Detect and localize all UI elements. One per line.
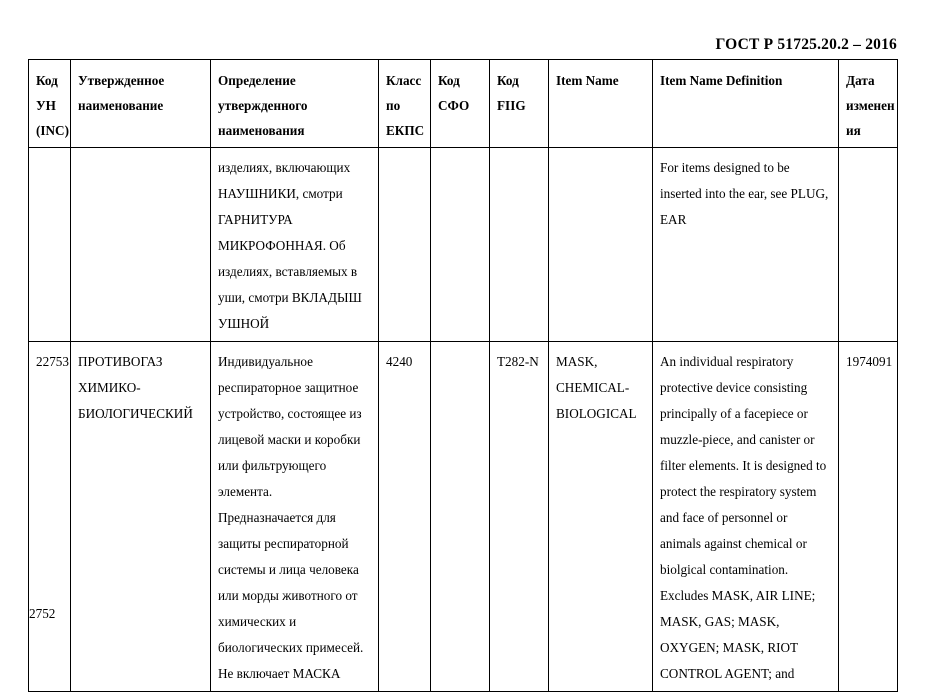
text-line: Excludes MASK, AIR LINE; xyxy=(660,588,816,603)
text-line: лицевой маски и коробки xyxy=(218,432,361,447)
table-row xyxy=(29,148,898,342)
cell-class-ekps xyxy=(379,148,431,342)
header-line: Item Name xyxy=(556,73,619,88)
text-line: OXYGEN; MASK, RIOT xyxy=(660,640,799,655)
page-number: 2752 xyxy=(29,606,56,621)
text-line: Предназначается для xyxy=(218,510,336,525)
text-line: ПРОТИВОГАЗ xyxy=(78,354,163,369)
header-line: наименования xyxy=(218,123,305,138)
header-line: по xyxy=(386,98,401,113)
text-line: или морды животного от xyxy=(218,588,358,603)
text-line: MASK, xyxy=(556,354,598,369)
text-line: биологических примесей. xyxy=(218,640,364,655)
text-line: НАУШНИКИ, смотри xyxy=(218,186,343,201)
text-line: CONTROL AGENT; and xyxy=(660,666,795,681)
header-line: изменен xyxy=(846,98,895,113)
header-line: (INC) xyxy=(36,123,69,138)
cell-lines xyxy=(556,349,646,427)
text-line: изделиях, вставляемых в xyxy=(218,264,358,279)
cell-class-ekps: 4240 xyxy=(379,342,431,692)
text-line: Не включает МАСКА xyxy=(218,666,341,681)
nomenclature-table xyxy=(28,59,898,692)
text-line: For items designed to be xyxy=(660,160,790,175)
cell-approved-name-definition xyxy=(211,148,379,342)
column-header-item-name-definition xyxy=(653,60,839,148)
cell-item-name-definition xyxy=(653,342,839,692)
header-line: СФО xyxy=(438,98,470,113)
cell-approved-name xyxy=(71,342,211,692)
header-line: Дата xyxy=(846,73,875,88)
text-line: ГАРНИТУРА xyxy=(218,212,293,227)
header-line: наименование xyxy=(78,98,164,113)
cell-item-name xyxy=(549,342,653,692)
text-line: muzzle-piece, and canister or xyxy=(660,432,815,447)
text-line: УШНОЙ xyxy=(218,316,270,331)
text-line: biolgical contamination. xyxy=(660,562,789,577)
table-header-row xyxy=(29,60,898,148)
column-header-change-date xyxy=(839,60,898,148)
text-line: and face of personnel or xyxy=(660,510,788,525)
text-line: BIOLOGICAL xyxy=(556,406,637,421)
column-header-class-ekps xyxy=(379,60,431,148)
header-lines xyxy=(556,68,646,93)
header-line: ЕКПС xyxy=(386,123,425,138)
cell-code-un-inc: 22753 xyxy=(29,342,71,692)
header-lines xyxy=(386,68,424,143)
text-line: изделиях, включающих xyxy=(218,160,351,175)
cell-change-date xyxy=(839,148,898,342)
column-header-code-fiig xyxy=(490,60,549,148)
text-line: protective device consisting xyxy=(660,380,808,395)
header-lines xyxy=(846,68,895,143)
text-line: Индивидуальное xyxy=(218,354,313,369)
header-lines xyxy=(438,68,483,118)
text-line: уши, смотри ВКЛАДЫШ xyxy=(218,290,362,305)
header-lines xyxy=(78,68,204,118)
column-header-item-name xyxy=(549,60,653,148)
column-header-approved-name xyxy=(71,60,211,148)
cell-lines xyxy=(78,349,204,427)
text-line: principally of a facepiece or xyxy=(660,406,808,421)
cell-item-name xyxy=(549,148,653,342)
table-row xyxy=(29,342,898,692)
column-header-code-sfo xyxy=(431,60,490,148)
header-line: Код xyxy=(438,73,460,88)
text-line: animals against chemical or xyxy=(660,536,807,551)
cell-code-sfo xyxy=(431,148,490,342)
cell-lines xyxy=(660,155,832,233)
text-line: An individual respiratory xyxy=(660,354,794,369)
header-line: ия xyxy=(846,123,861,138)
text-line: респираторное защитное xyxy=(218,380,359,395)
text-line: inserted into the ear, see PLUG, xyxy=(660,186,829,201)
text-line: химических и xyxy=(218,614,297,629)
header-line: УН xyxy=(36,98,56,113)
header-line: Определение xyxy=(218,73,296,88)
header-line: Класс xyxy=(386,73,422,88)
header-line: Утвержденное xyxy=(78,73,165,88)
header-lines xyxy=(660,68,832,93)
cell-lines xyxy=(660,349,832,687)
header-line: FIIG xyxy=(497,98,526,113)
text-line: защиты респираторной xyxy=(218,536,349,551)
text-line: системы и лица человека xyxy=(218,562,359,577)
cell-approved-name xyxy=(71,148,211,342)
text-line: МИКРОФОННАЯ. Об xyxy=(218,238,346,253)
cell-code-un-inc xyxy=(29,148,71,342)
header-lines xyxy=(497,68,542,118)
cell-item-name-definition xyxy=(653,148,839,342)
header-line: Код xyxy=(497,73,519,88)
cell-lines xyxy=(218,155,372,337)
text-line: protect the respiratory system xyxy=(660,484,817,499)
cell-code-fiig: T282-N xyxy=(490,342,549,692)
header-line: Item Name Definition xyxy=(660,73,783,88)
cell-code-fiig xyxy=(490,148,549,342)
text-line: ХИМИКО- xyxy=(78,380,141,395)
text-line: или фильтрующего xyxy=(218,458,327,473)
header-lines xyxy=(36,68,69,143)
header-line: утвержденного xyxy=(218,98,308,113)
text-line: MASK, GAS; MASK, xyxy=(660,614,780,629)
text-line: EAR xyxy=(660,212,687,227)
cell-approved-name-definition xyxy=(211,342,379,692)
text-line: filter elements. It is designed to xyxy=(660,458,827,473)
header-line: Код xyxy=(36,73,58,88)
cell-code-sfo xyxy=(431,342,490,692)
text-line: CHEMICAL- xyxy=(556,380,630,395)
text-line: элемента. xyxy=(218,484,273,499)
standard-header: ГОСТ Р 51725.20.2 – 2016 xyxy=(715,36,897,53)
text-line: устройство, состоящее из xyxy=(218,406,362,421)
header-lines xyxy=(218,68,372,143)
text-line: БИОЛОГИЧЕСКИЙ xyxy=(78,406,193,421)
column-header-approved-name-definition xyxy=(211,60,379,148)
column-header-code-un-inc xyxy=(29,60,71,148)
cell-change-date: 1974091 xyxy=(839,342,898,692)
cell-lines xyxy=(218,349,372,687)
